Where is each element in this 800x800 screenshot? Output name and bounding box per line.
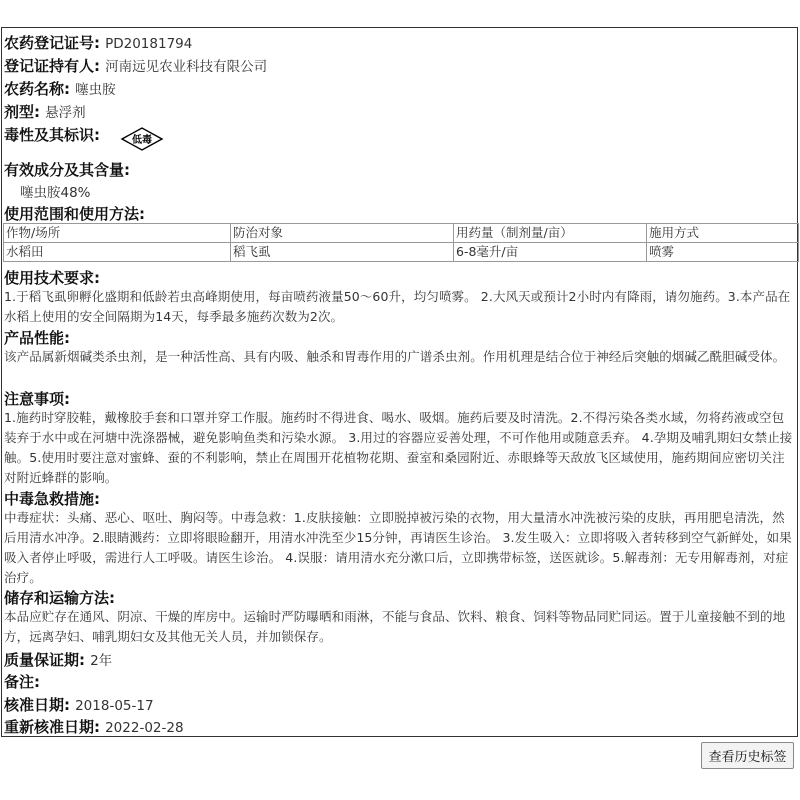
usage-header-crop: 作物/场所 xyxy=(4,224,231,243)
reapproval-date-value: 2022-02-28 xyxy=(105,720,184,736)
ingredient-value-row xyxy=(20,181,91,201)
name-row xyxy=(4,78,116,99)
usage-cell-method: 喷雾 xyxy=(647,243,799,262)
caution-text: 1.施药时穿胶鞋，戴橡胶手套和口罩并穿工作服。施药时不得进食、喝水、吸烟。施药后要及时清洗。2.不得污染各类水域，勿将药液或空包装弃于水中或在河塘中洗涤器械，避免影响鱼类和污染水源。 3.用过的容器应妥善处理，不可作他用或随意丢弃。 4.孕期及哺乳期妇女禁止接触。5.使用时要注意对蜜蜂、蚕的不利影响，禁止在周围开花植物花期、蚕室和桑园附近、赤眼蜂等天敌放飞区域使用，施药期间应密切关注对附近蜂群的影响。 xyxy=(4,410,793,485)
shelf-life-row xyxy=(4,649,112,670)
shelf-life-label: 质量保证期: xyxy=(4,651,85,669)
performance-label: 产品性能: xyxy=(4,329,70,347)
reg-no-label: 农药登记证号: xyxy=(4,34,100,52)
ingredient-label: 有效成分及其含量: xyxy=(4,161,130,179)
toxicity-row xyxy=(4,124,100,145)
ingredient-value: 噻虫胺48% xyxy=(20,185,91,201)
holder-row xyxy=(4,55,267,76)
usage-cell-crop: 水稻田 xyxy=(4,243,231,262)
tech-label: 使用技术要求: xyxy=(4,269,100,287)
caution-row xyxy=(4,388,70,409)
usage-cell-target: 稻飞虱 xyxy=(231,243,454,262)
usage-header-dosage: 用药量（制剂量/亩） xyxy=(454,224,647,243)
usage-label: 使用范围和使用方法: xyxy=(4,205,145,223)
toxicity-label: 毒性及其标识: xyxy=(4,126,100,144)
first-aid-row xyxy=(4,488,100,509)
reg-no-row xyxy=(4,32,192,53)
storage-row xyxy=(4,587,115,608)
label-sheet xyxy=(1,27,798,737)
form-value: 悬浮剂 xyxy=(45,105,86,121)
usage-header-target: 防治对象 xyxy=(231,224,454,243)
first-aid-label: 中毒急救措施: xyxy=(4,490,100,508)
usage-table-header xyxy=(4,224,799,243)
approval-date-row xyxy=(4,694,154,715)
table-row xyxy=(4,243,799,262)
name-label: 农药名称: xyxy=(4,80,70,98)
ingredient-row xyxy=(4,159,130,180)
approval-date-label: 核准日期: xyxy=(4,696,70,714)
usage-row xyxy=(4,203,145,224)
holder-value: 河南远见农业科技有限公司 xyxy=(105,59,268,75)
tech-text: 1.于稻飞虱卵孵化盛期和低龄若虫高峰期使用，每亩喷药液量50～60升，均匀喷雾。 2.大风天或预计2小时内有降雨，请勿施药。3.本产品在水稻上使用的安全间隔期为14天，每季最多施药次数为2次。 xyxy=(4,289,791,324)
usage-table xyxy=(3,223,799,262)
usage-header-method: 施用方式 xyxy=(647,224,799,243)
first-aid-text: 中毒症状：头痛、恶心、呕吐、胸闷等。中毒急救：1.皮肤接触：立即脱掉被污染的衣物，用大量清水冲洗被污染的皮肤，再用肥皂清洗，然后用清水冲净。2.眼睛溅药：立即将眼睑翻开，用清水冲洗至少15分钟，再请医生诊治。 3.发生吸入：立即将吸入者转移到空气新鲜处，如果吸入者停止呼吸，需进行人工呼吸。请医生诊治。 4.误服：请用清水充分漱口后，立即携带标签，送医就诊。5.解毒剂：无专用解毒剂，对症治疗。 xyxy=(4,510,792,585)
low-toxicity-badge-icon xyxy=(120,126,164,152)
storage-text: 本品应贮存在通风、阴凉、干燥的库房中。运输时严防曝晒和雨淋，不能与食品、饮料、粮食、饲料等物品同贮同运。置于儿童接触不到的地方，远离孕妇、哺乳期妇女及其他无关人员，并加锁保存。 xyxy=(4,609,786,644)
performance-text: 该产品属新烟碱类杀虫剂，是一种活性高、具有内吸、触杀和胃毒作用的广谱杀虫剂。作用机理是结合位于神经后突触的烟碱乙酰胆碱受体。 xyxy=(4,349,786,364)
shelf-life-value: 2年 xyxy=(90,653,113,669)
tech-row xyxy=(4,267,100,288)
form-label: 剂型: xyxy=(4,103,40,121)
approval-date-value: 2018-05-17 xyxy=(75,698,154,714)
remark-row xyxy=(4,671,40,692)
reapproval-date-label: 重新核准日期: xyxy=(4,718,100,736)
name-value: 噻虫胺 xyxy=(75,82,116,98)
holder-label: 登记证持有人: xyxy=(4,57,100,75)
storage-label: 储存和运输方法: xyxy=(4,589,115,607)
reapproval-date-row xyxy=(4,716,184,737)
toxicity-badge-text: 低毒 xyxy=(132,135,152,146)
view-history-labels-button[interactable]: 查看历史标签 xyxy=(701,742,794,769)
reg-no-value: PD20181794 xyxy=(105,36,193,52)
performance-row xyxy=(4,327,70,348)
form-row xyxy=(4,101,86,122)
remark-label: 备注: xyxy=(4,673,40,691)
caution-label: 注意事项: xyxy=(4,390,70,408)
usage-cell-dosage: 6-8毫升/亩 xyxy=(454,243,647,262)
